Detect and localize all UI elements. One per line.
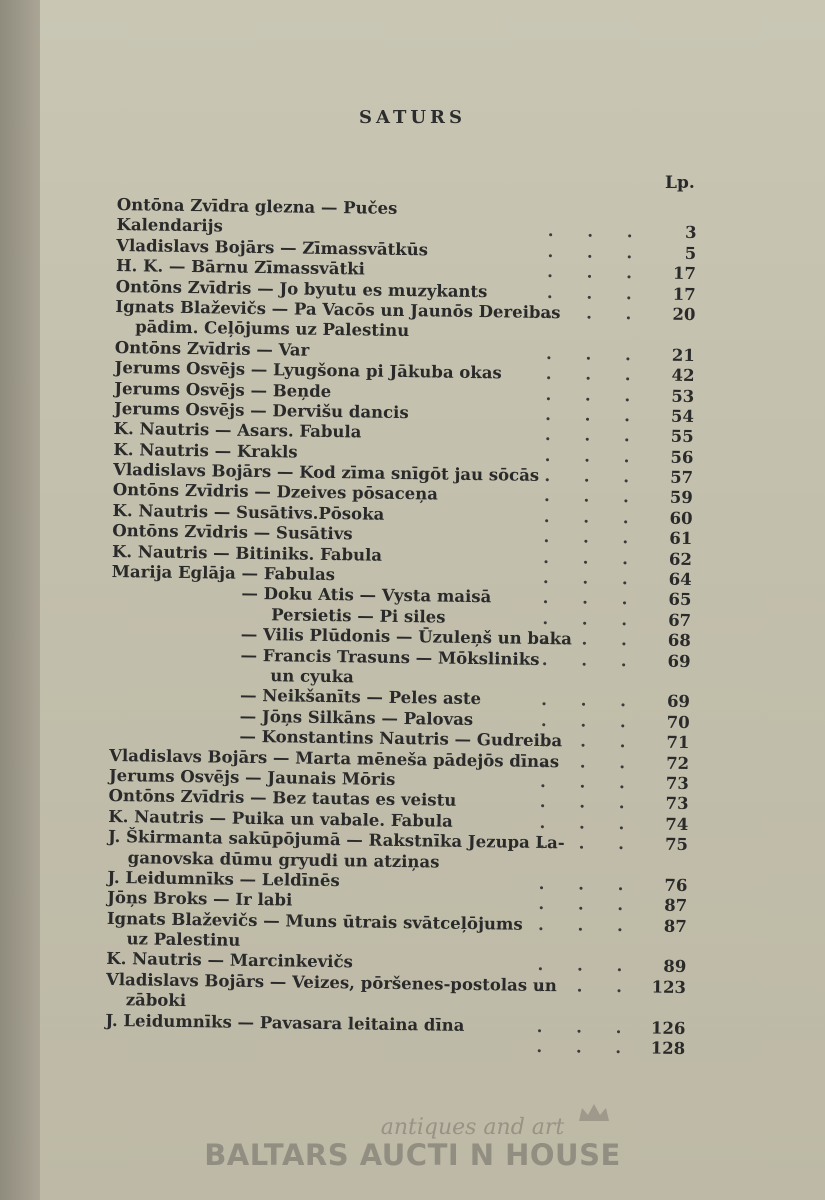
toc-entry-title: Ontōns Zvīdris — Var — [114, 337, 310, 360]
leader-dots: . . . — [537, 955, 637, 976]
toc-entry-title: H. K. — Bārnu Zīmassvātki — [115, 256, 365, 279]
leader-dots: . . . — [544, 466, 644, 487]
leader-dots: . . . — [538, 894, 638, 915]
leader-dots: . . . — [545, 384, 645, 405]
toc-entry-title: Vladislavs Bojārs — Kod zīma snīgōt jau sōcās — [113, 460, 540, 485]
toc-entry-title: zāboki — [125, 990, 187, 1011]
leader-dots: . . . — [539, 812, 639, 834]
leader-dots: . . . — [545, 404, 645, 426]
toc-entry-title: Vladislavs Bojārs — Veizes, pōršenes-postolas un — [105, 969, 557, 996]
toc-entry-title: Jerums Osvējs — Jaunais Mōris — [108, 765, 396, 789]
watermark — [0, 1115, 825, 1172]
toc-entry-page: 5 — [684, 243, 697, 263]
toc-entry-title: Vladislavs Bojārs — Zīmassvātkūs — [116, 235, 429, 260]
page-title: SATURS — [358, 107, 467, 128]
leader-dots: . . . — [543, 527, 643, 548]
leader-dots: . . . — [545, 343, 645, 365]
toc-entry-title: — Neikšanīts — Peles aste — [239, 686, 482, 709]
toc-entry-title: — Jōņs Silkāns — Palovas — [239, 706, 474, 729]
toc-entry-page: 74 — [665, 814, 689, 834]
toc-entry-title: J. Leidumnīks — Leldīnēs — [107, 867, 340, 891]
toc-entry-title: — Konstantins Nautris — Gudreiba — [239, 726, 563, 751]
toc-entry-title: Jōņs Broks — Ir labi — [107, 888, 293, 910]
leader-dots: . . . — [537, 975, 637, 997]
toc-entry-title: K. Nautris — Puika un vabale. Fabula — [108, 806, 453, 831]
leader-dots: . . . — [546, 302, 646, 324]
toc-entry-page: 73 — [665, 773, 689, 793]
leader-dots: . . . — [539, 833, 639, 854]
toc-entry-title: J. Leidumnīks — Pavasara leitaina dīna — [105, 1010, 465, 1035]
leader-dots: . . . — [547, 221, 647, 242]
toc-entry-page: 128 — [650, 1038, 686, 1059]
toc-entry-page: 56 — [670, 447, 694, 467]
toc-entry-title: Jerums Osvējs — Lyugšona pi Jākuba okas — [114, 358, 502, 383]
toc-entry-page: 54 — [670, 406, 695, 426]
toc-entry-title: Ignats Blaževičs — Muns ūtrais svātceļōjums — [106, 908, 523, 934]
leader-dots: . . . — [540, 731, 640, 752]
toc-entry-title: Ontōna Zvīdra glezna — Pučes — [116, 195, 398, 218]
leader-dots: . . . — [541, 690, 641, 711]
leader-dots: . . . — [541, 629, 641, 650]
toc-entry-page: 73 — [665, 794, 689, 814]
leader-dots: . . . — [542, 588, 642, 609]
toc-entry-page: 89 — [663, 957, 687, 977]
toc-entry-title: J. Škirmanta sakūpōjumā — Rakstnīka Jezupa La- — [107, 827, 565, 853]
leader-dots: . . . — [538, 873, 638, 895]
toc-entry-title: Ignats Blaževičs — Pa Vacōs un Jaunōs Dereibas — [115, 296, 561, 323]
toc-entry-title: Jerums Osvējs — Dervišu dancis — [113, 398, 409, 422]
toc-entry-page: 71 — [666, 732, 690, 753]
leader-dots: . . . — [536, 1016, 636, 1037]
toc-entry-page: 65 — [668, 590, 692, 610]
binding-shadow — [0, 0, 40, 1200]
toc-entry-title: Persietis — Pi siles — [271, 605, 446, 627]
toc-entry-page: 61 — [669, 528, 693, 549]
toc-entry-page: 126 — [650, 1018, 686, 1038]
toc-entry-page: 72 — [666, 753, 690, 773]
leader-dots: . . . — [547, 262, 647, 283]
toc-entry-page: 55 — [670, 427, 694, 447]
toc-entry-page: 68 — [667, 630, 691, 651]
toc-entry-page: 21 — [671, 345, 695, 365]
leader-dots: . . . — [545, 364, 645, 385]
leader-dots: . . . — [542, 568, 642, 589]
watermark-brand: BALTARS AUCTI N HOUSE — [204, 1138, 621, 1172]
toc-entry-page: 17 — [672, 284, 696, 304]
toc-entry-page: 69 — [666, 692, 691, 712]
toc-entry-title: uz Palestinu — [126, 929, 241, 950]
leader-dots: . . . — [537, 914, 637, 936]
toc-entry-title: Marija Eglāja — Fabulas — [111, 561, 336, 585]
leader-dots: . . . — [546, 282, 646, 303]
leader-dots: . . . — [540, 710, 640, 732]
toc-entry-page: 70 — [666, 712, 690, 732]
leader-dots: . . . — [543, 547, 643, 569]
toc-entry-page: 62 — [668, 549, 693, 569]
leader-dots: . . . — [542, 608, 642, 630]
toc-entry-title: K. Nautris — Susātivs.Pōsoka — [112, 500, 385, 524]
toc-entry-title: K. Nautris — Krakls — [113, 439, 298, 462]
toc-entry-page: 76 — [664, 875, 688, 895]
toc-entry-page: 59 — [669, 488, 693, 508]
toc-entry-title: K. Nautris — Marcinkevičs — [106, 949, 353, 972]
toc-entry-title: — Doku Atis — Vysta maisā — [241, 584, 492, 607]
leader-dots: . . . — [541, 649, 641, 670]
toc-entry-title: Kalendarijs — [116, 215, 223, 236]
toc-entry-title: Ontōns Zvīdris — Jo byutu es muzykants — [115, 276, 488, 301]
leader-dots: . . . — [544, 445, 644, 467]
watermark-subtitle: antiques and art — [380, 1115, 565, 1140]
toc-entry-page: 20 — [672, 304, 696, 325]
toc-entry-title: K. Nautris — Bitiniks. Fabula — [111, 541, 383, 565]
toc-entry-title: — Vilis Plūdonis — Ūzuleņš un baka — [240, 624, 572, 649]
leader-dots: . . . — [539, 771, 639, 793]
toc-entry-page: 67 — [668, 610, 692, 630]
page-column-label: Lp. — [665, 173, 695, 193]
toc-entry-title: pādim. Ceļōjums uz Palestinu — [135, 317, 410, 341]
toc-entry-page: 87 — [663, 916, 687, 936]
toc-entry-page: 87 — [664, 895, 688, 916]
toc-entry-title: Jerums Osvējs — Beņde — [114, 378, 332, 401]
leader-dots: . . . — [543, 506, 643, 528]
toc-entry-title: Vladislavs Bojārs — Marta mēneša pādejōs dīnas — [109, 745, 560, 771]
leader-dots: . . . — [539, 792, 639, 813]
toc-entry-page: 42 — [671, 365, 695, 386]
toc-entry-page: 75 — [664, 834, 689, 855]
toc-entry-page: 53 — [671, 386, 695, 406]
toc-entry-page: 57 — [670, 467, 694, 488]
leader-dots: . . . — [536, 1036, 636, 1058]
toc-entry-title: K. Nautris — Asars. Fabula — [113, 419, 362, 442]
toc-entry-page: 3 — [684, 223, 697, 243]
leader-dots: . . . — [543, 486, 643, 507]
leader-dots: . . . — [544, 425, 644, 446]
table-of-contents — [105, 195, 717, 1060]
toc-entry-page: 17 — [672, 263, 697, 284]
toc-entry-page: 123 — [651, 977, 687, 997]
toc-entry-title: Ontōns Zvīdris — Bez tautas es veistu — [108, 786, 457, 811]
leader-dots: . . . — [540, 751, 640, 772]
toc-entry-title: Ontōns Zvīdris — Dzeives pōsaceņa — [112, 480, 439, 504]
toc-entry-page: 60 — [669, 508, 693, 528]
toc-entry-title: ganovska dūmu gryudi un atziņas — [127, 847, 440, 872]
toc-entry-page: 69 — [667, 651, 691, 671]
toc-entry-title: un cyuka — [270, 666, 354, 687]
leader-dots: . . . — [547, 241, 647, 263]
toc-entry-title: — Francis Trasuns — Mōksliniks — [240, 645, 540, 669]
toc-entry-title: Ontōns Zvīdris — Susātivs — [112, 521, 353, 544]
toc-entry-page: 64 — [668, 569, 692, 590]
